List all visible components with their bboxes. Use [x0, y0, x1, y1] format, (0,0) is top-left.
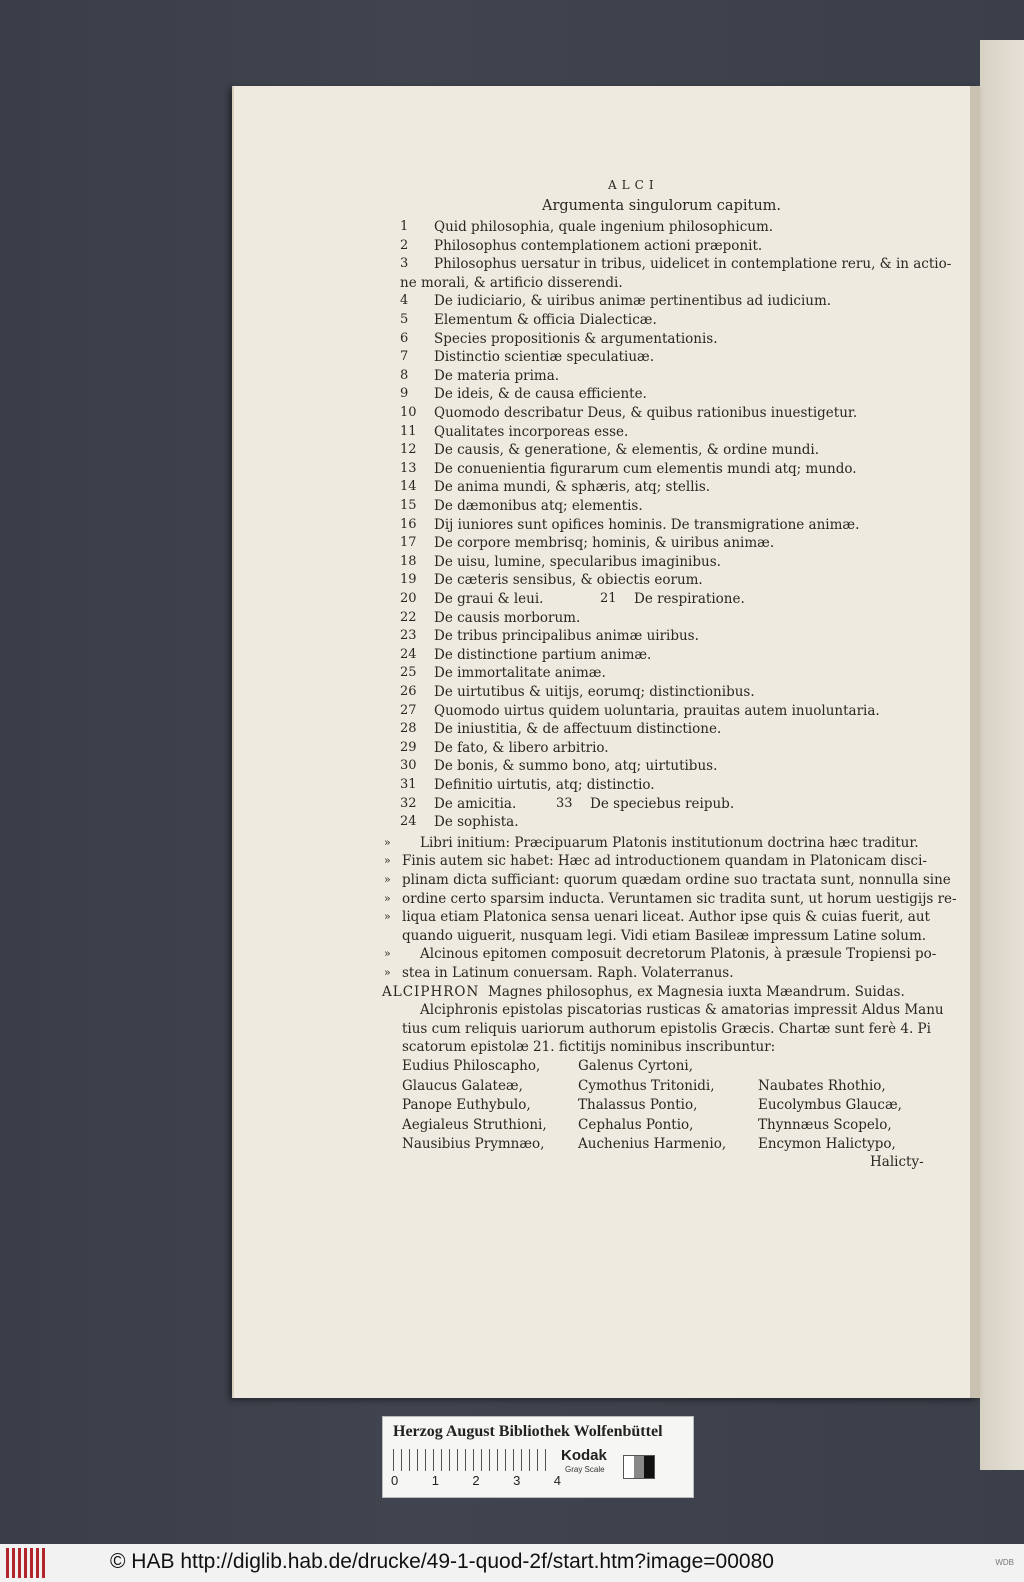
chapter-number: 8	[400, 367, 409, 383]
chapter-number: 31	[400, 777, 417, 792]
paragraph-line: Libri initium: Præcipuarum Platonis institutionum doctrina hæc traditur.	[420, 834, 919, 851]
facing-page-edge	[980, 40, 1024, 1470]
paragraph-line: stea in Latinum conuersam. Raph. Volaterranus.	[402, 965, 734, 981]
addressee-name: Eudius Philoscapho,	[402, 1058, 541, 1074]
chapter-title: De sophista.	[434, 814, 519, 831]
addressee-name: Galenus Cyrtoni,	[578, 1058, 694, 1074]
addressee-name: Nausibius Prymnæo,	[402, 1136, 545, 1153]
chapter-number: 33	[556, 795, 573, 811]
chapter-number: 12	[400, 442, 417, 458]
chapter-number: 18	[400, 553, 417, 569]
chapter-number: 29	[400, 739, 417, 755]
chapter-title: Quomodo describatur Deus, & quibus rationibus inuestigetur.	[434, 405, 858, 421]
chapter-number: 30	[400, 758, 417, 774]
chapter-number: 6	[400, 330, 409, 346]
chapter-number: 11	[400, 423, 417, 439]
chapter-title: De causis morborum.	[434, 609, 581, 626]
chapter-title: De tribus principalibus animæ uiribus.	[434, 628, 699, 645]
chapter-number: 15	[400, 498, 417, 513]
chapter-number: 9	[400, 386, 409, 402]
chapter-title: De cæteris sensibus, & obiectis eorum.	[434, 572, 703, 589]
addressee-name: Naubates Rhothio,	[758, 1077, 886, 1094]
addressee-name: Encymon Halictypo,	[758, 1136, 896, 1153]
quote-mark: »	[384, 947, 391, 961]
chapter-number: 14	[400, 479, 417, 495]
chapter-number: 1	[400, 219, 409, 234]
chapter-title: De anima mundi, & sphæris, atq; stellis.	[434, 479, 711, 496]
chapter-number: 23	[400, 628, 417, 644]
page-text	[234, 86, 979, 1398]
chapter-number: 5	[400, 312, 409, 327]
chapter-number: 19	[400, 572, 417, 588]
chapter-title: De materia prima.	[434, 367, 560, 384]
chapter-title: De immortalitate animæ.	[434, 665, 606, 682]
entry-line: scatorum epistolæ 21. fictitijs nominibus inscribuntur:	[402, 1039, 776, 1056]
footer-small: WDB	[995, 1558, 1014, 1567]
chapter-number: 26	[400, 684, 417, 699]
chapter-title: Quid philosophia, quale ingenium philosophicum.	[434, 219, 774, 235]
ruler-tick-label: 4	[553, 1473, 561, 1488]
chapter-number: 16	[400, 516, 417, 532]
hab-logo-icon	[6, 1548, 46, 1578]
addressee-name: Thalassus Pontio,	[578, 1097, 698, 1114]
addressee-name: Thynnæus Scopelo,	[758, 1116, 892, 1133]
chapter-title: De iniustitia, & de affectuum distinctione.	[434, 721, 722, 738]
chapter-title: De uirtutibus & uitijs, eorumq; distinctionibus.	[434, 684, 755, 700]
book-page	[232, 86, 979, 1398]
gutter	[970, 86, 980, 1398]
chapter-number: 2	[400, 237, 409, 253]
chapter-title: Elementum & officia Dialecticæ.	[434, 312, 657, 328]
chapter-number: 4	[400, 293, 409, 309]
chapter-number: 3	[400, 256, 409, 272]
chapter-number: 32	[400, 795, 417, 811]
chapter-number: 7	[400, 349, 409, 365]
chapter-title: Philosophus contemplationem actioni præponit.	[434, 237, 763, 254]
chapter-number: 27	[400, 702, 417, 718]
ruler-tick-label: 3	[513, 1473, 521, 1488]
kodak-logo: Kodak	[561, 1447, 607, 1464]
ruler-tick-label: 1	[431, 1473, 439, 1488]
chapter-title: Definitio uirtutis, atq; distinctio.	[434, 777, 655, 793]
paragraph-line: liqua etiam Platonica sensa uenari liceat. Author ipse quis & cuias fuerit, aut	[402, 909, 930, 926]
chapter-title: Distinctio scientiæ speculatiuæ.	[434, 349, 655, 366]
paragraph-line: Alcinous epitomen composuit decretorum Platonis, à præsule Tropiensi po-	[420, 946, 937, 963]
chapter-title: De causis, & generatione, & elementis, & ordine mundi.	[434, 442, 820, 459]
addressee-name: Glaucus Galateæ,	[402, 1077, 523, 1094]
gray-scale-label: Gray Scale	[565, 1465, 605, 1474]
chapter-title: De fato, & libero arbitrio.	[434, 739, 609, 756]
entry-line: Alciphronis epistolas piscatorias rusticas & amatorias impressit Aldus Manu	[420, 1002, 944, 1019]
color-target	[382, 1416, 694, 1498]
chapter-number: 25	[400, 665, 417, 681]
addressee-name: Cephalus Pontio,	[578, 1116, 694, 1133]
chapter-title: De respiratione.	[634, 591, 745, 607]
gray-swatch	[623, 1455, 655, 1479]
addressee-name: Cymothus Tritonidi,	[578, 1077, 715, 1094]
chapter-title: De uisu, lumine, specularibus imaginibus.	[434, 553, 721, 570]
chapter-number: 17	[400, 535, 417, 551]
footer-credit[interactable]: © HAB http://diglib.hab.de/drucke/49-1-quod-2f/start.htm?image=00080	[110, 1550, 774, 1573]
chapter-number: 28	[400, 721, 417, 737]
scale-ruler	[393, 1449, 553, 1471]
chapter-title: De iudiciario, & uiribus animæ pertinentibus ad iudicium.	[434, 293, 832, 310]
addressee-name: Eucolymbus Glaucæ,	[758, 1097, 902, 1114]
ruler-ticks	[391, 1473, 561, 1488]
page-title: Argumenta singulorum capitum.	[542, 198, 782, 214]
chapter-number: 21	[600, 591, 617, 606]
entry-line: tius cum reliquis uariorum authorum epistolis Græcis. Chartæ sunt ferè 4. Pi	[402, 1020, 931, 1037]
chapter-title: De bonis, & summo bono, atq; uirtutibus.	[434, 758, 718, 775]
paragraph-line: Finis autem sic habet: Hæc ad introductionem quandam in Platonicam disci-	[402, 853, 927, 870]
chapter-number: 24	[400, 646, 417, 662]
chapter-number: 20	[400, 591, 417, 606]
chapter-title: De ideis, & de causa efficiente.	[434, 386, 647, 403]
entry-line: Magnes philosophus, ex Magnesia iuxta Mæandrum. Suidas.	[488, 983, 905, 1000]
chapter-number: 24	[400, 814, 417, 830]
quote-mark: »	[384, 910, 391, 924]
ruler-tick-label: 2	[472, 1473, 480, 1488]
chapter-number: 10	[400, 405, 417, 420]
footer-bar	[0, 1544, 1024, 1582]
chapter-title: De conuenientia figurarum cum elementis mundi atq; mundo.	[434, 460, 857, 477]
paragraph-line: ordine certo sparsim inducta. Veruntamen sic tradita sunt, ut horum uestigijs re-	[402, 890, 957, 907]
quote-mark: »	[384, 835, 391, 849]
paragraph-line: quando uiguerit, nusquam legi. Vidi etiam Basileæ impressum Latine solum.	[402, 927, 927, 944]
ruler-tick-label: 0	[391, 1473, 399, 1488]
paragraph-line: plinam dicta sufficiant: quorum quædam ordine suo tractata sunt, nonnulla sine	[402, 872, 951, 888]
catchword: Halicty-	[870, 1154, 924, 1170]
quote-mark: »	[384, 854, 391, 868]
chapter-title: De dæmonibus atq; elementis.	[434, 498, 643, 514]
chapter-title: De graui & leui.	[434, 591, 544, 607]
chapter-title: ne morali, & artificio disserendi.	[400, 274, 623, 291]
quote-mark: »	[384, 966, 391, 979]
addressee-name: Auchenius Harmenio,	[578, 1136, 727, 1153]
chapter-title: De speciebus reipub.	[590, 795, 735, 812]
chapter-title: Species propositionis & argumentationis.	[434, 330, 718, 347]
chapter-title: Quomodo uirtus quidem uoluntaria, prauitas autem inuoluntaria.	[434, 702, 880, 719]
library-name: Herzog August Bibliothek Wolfenbüttel	[393, 1423, 663, 1440]
chapter-title: De corpore membrisq; hominis, & uiribus animæ.	[434, 535, 775, 552]
quote-mark: »	[384, 891, 391, 905]
chapter-number: 22	[400, 609, 417, 625]
entry-head: ALCIPHRON	[382, 983, 480, 1000]
chapter-title: Qualitates incorporeas esse.	[434, 423, 629, 440]
quote-mark: »	[384, 873, 391, 886]
addressee-name: Aegialeus Struthioni,	[402, 1116, 547, 1133]
chapter-number: 13	[400, 460, 417, 476]
chapter-title: Philosophus uersatur in tribus, uidelicet in contemplatione reru, & in actio-	[434, 256, 952, 273]
chapter-title: Dij iuniores sunt opifices hominis. De transmigratione animæ.	[434, 516, 860, 533]
addressee-name: Panope Euthybulo,	[402, 1097, 531, 1114]
chapter-title: De distinctione partium animæ.	[434, 646, 652, 663]
running-head: ALCI	[608, 178, 659, 192]
chapter-title: De amicitia.	[434, 795, 517, 812]
